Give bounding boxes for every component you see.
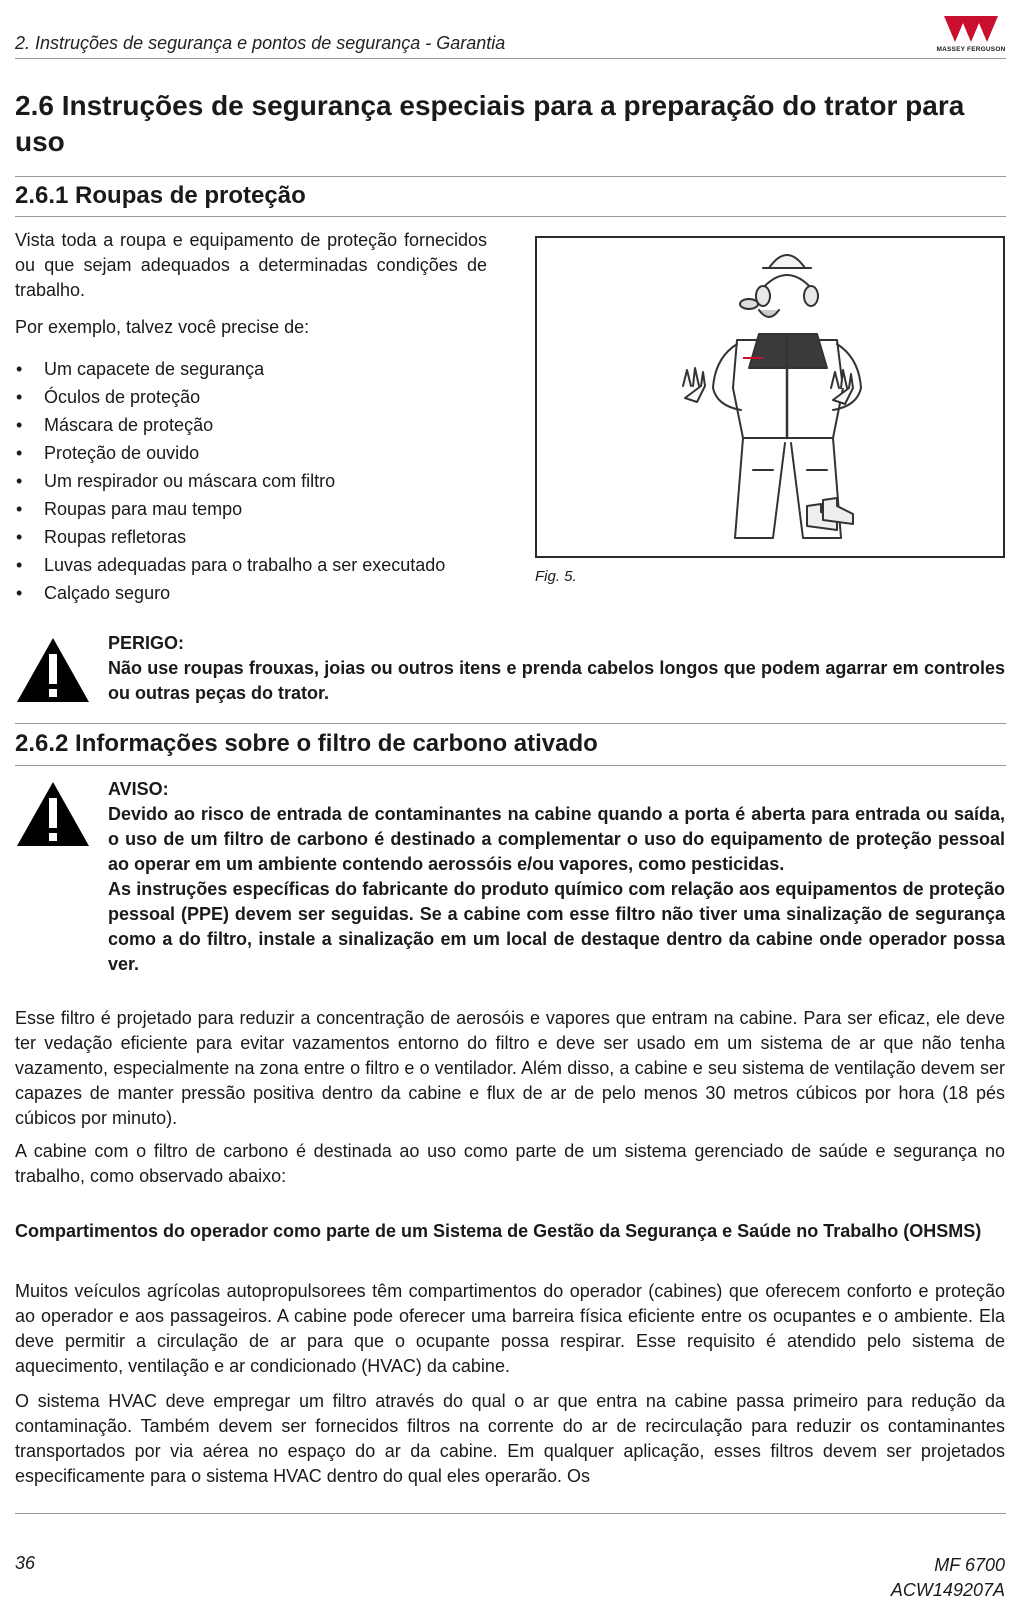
ohsms-heading: Compartimentos do operador como parte de um Sistema de Gestão da Segurança e Saúde no Trabalho (OHSMS) (15, 1221, 982, 1241)
warning-caution-icon (15, 780, 91, 848)
coverall-illustration-icon (537, 238, 1003, 556)
warning-text: As instruções específicas do fabricante do produto químico com relação aos equipamentos de proteção pessoal (PPE) devem ser seguidas. Se a cabine com esse filtro não tiver uma sinalização de segurança como a do filtro, instale a sinalização em um local de destaque dentro da cabine onde operador possa ver. (108, 879, 1005, 974)
list-item: • Um respirador ou máscara com filtro (15, 469, 487, 494)
hvac-paragraph: O sistema HVAC deve empregar um filtro através do qual o ar que entra na cabine passa primeiro para redução da contaminação. Também devem ser fornecidos filtros na corrente do ar de recirculação para reduzir os contaminantes transportados por via aérea no espaço do ar da cabine. Em qualquer aplicação, esses filtros devem ser projetados especificamente para o sistema HVAC dentro do qual eles operarão. Os (15, 1391, 1005, 1486)
divider (15, 176, 1006, 177)
danger-title: PERIGO: (108, 633, 185, 653)
example-paragraph: Por exemplo, talvez você precise de: (15, 317, 310, 337)
danger-warning-icon (15, 636, 91, 704)
list-item: • Um capacete de segurança (15, 357, 487, 382)
logo-text: MASSEY FERGUSON (936, 46, 1006, 53)
operator-compartment-paragraph: Muitos veículos agrícolas autopropulsorees têm compartimentos do operador (cabines) que oferecem conforto e proteção ao operador e aos passageiros. A cabine pode oferecer uma barreira física eficiente entre os ocupantes e o ambiente. Ela deve permitir a circulação de ar para que o ocupante possa respirar. Esse requisito é atendido pelo sistema de aquecimento, ventilação e ar condicionado (HVAC) da cabine. (15, 1281, 1005, 1376)
massey-ferguson-logo (936, 14, 1006, 56)
subsection-heading-protective-clothing: 2.6.1 Roupas de proteção (15, 182, 306, 209)
footer-divider (15, 1513, 1006, 1514)
subsection-heading-carbon-filter: 2.6.2 Informações sobre o filtro de carbono ativado (15, 730, 598, 757)
divider (15, 216, 1006, 217)
filter-description-paragraph: Esse filtro é projetado para reduzir a concentração de aerosóis e vapores que entram na cabine. Para ser eficaz, ele deve ter vedação eficiente para evitar vazamentos entorno do filtro e deve ser usado em um sistema de ar que não tenha vazamento, especialmente na zona entre o filtro e o ventilador. Além disso, a cabine e seu sistema de ventilação devem ser capazes de manter pressão positiva dentro da cabine e flux de ar de pelo menos 30 metros cúbicos por hora (18 pés cúbicos por minuto). (15, 1008, 1005, 1128)
document-reference (891, 1553, 1005, 1603)
document-code: ACW149207A (890, 1580, 1005, 1600)
cabin-use-paragraph: A cabine com o filtro de carbono é destinada ao uso como parte de um sistema gerenciado de saúde e segurança no trabalho, como observado abaixo: (15, 1141, 1005, 1186)
warning-title: AVISO: (108, 779, 169, 799)
protective-clothing-figure (535, 236, 1005, 558)
triple-triangle-logo-icon (936, 14, 1006, 46)
danger-notice (108, 631, 1005, 706)
list-item: • Roupas refletoras (15, 525, 487, 550)
running-header: 2. Instruções de segurança e pontos de segurança - Garantia (15, 33, 506, 53)
protective-equipment-list (15, 357, 487, 609)
section-heading: 2.6 Instruções de segurança especiais para a preparação do trator para uso (15, 90, 965, 157)
divider (15, 723, 1006, 724)
intro-paragraph: Vista toda a roupa e equipamento de proteção fornecidos ou que sejam adequados a determinadas condições de trabalho. (15, 230, 487, 300)
warning-notice (108, 777, 1005, 977)
list-item: • Proteção de ouvido (15, 441, 487, 466)
list-item: • Calçado seguro (15, 581, 487, 606)
warning-text: Devido ao risco de entrada de contaminantes na cabine quando a porta é aberta para entrada ou saída, o uso de um filtro de carbono é destinado a complementar o uso do equipamento de proteção pessoal ao operar em um ambiente contendo aerossóis e/ou vapores, como pesticidas. (108, 804, 1005, 874)
figure-caption: Fig. 5. (535, 568, 577, 585)
page-number: 36 (15, 1553, 36, 1573)
list-item: • Luvas adequadas para o trabalho a ser executado (15, 553, 487, 578)
model-name: MF 6700 (934, 1555, 1005, 1575)
list-item: • Óculos de proteção (15, 385, 487, 410)
divider (15, 765, 1006, 766)
header-divider (15, 58, 1006, 59)
list-item: • Máscara de proteção (15, 413, 487, 438)
list-item: • Roupas para mau tempo (15, 497, 487, 522)
danger-text: Não use roupas frouxas, joias ou outros itens e prenda cabelos longos que podem agarrar em controles ou outras peças do trator. (108, 658, 1005, 703)
